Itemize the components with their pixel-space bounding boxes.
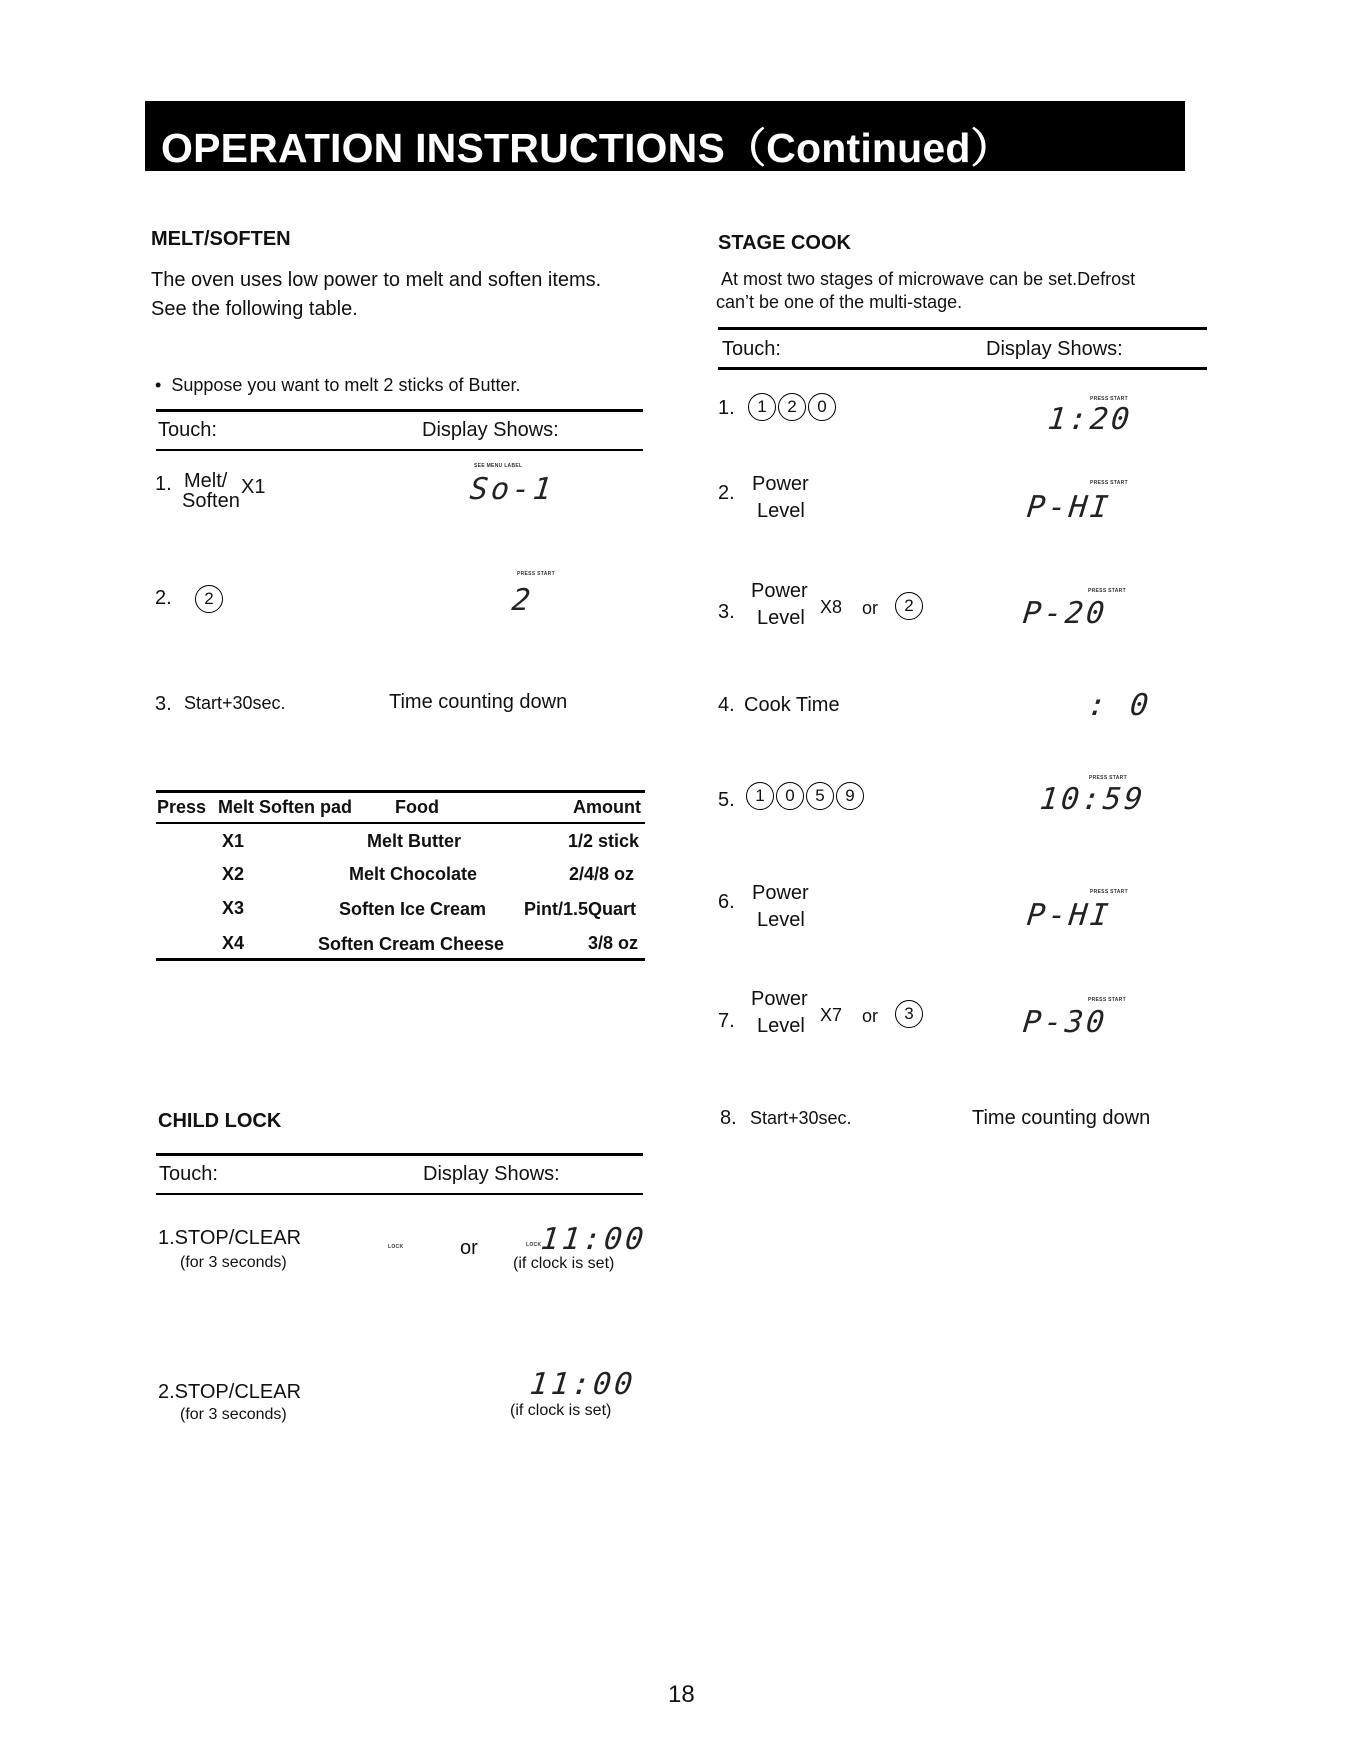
number-key-2: 2 bbox=[778, 393, 806, 421]
child-lock-step1-display: 11:00 bbox=[539, 1222, 649, 1257]
melt-step1-mult: X1 bbox=[241, 476, 266, 498]
number-key-5: 5 bbox=[806, 782, 834, 810]
lock-indicator-2: LOCK bbox=[526, 1242, 542, 1248]
melt-table-rule-top bbox=[156, 790, 645, 793]
power-level-key-bottom: Level bbox=[757, 909, 805, 931]
stage-step4-num: 4. bbox=[718, 694, 735, 716]
stage-step6-display: P-HI bbox=[1025, 898, 1114, 933]
melt-table-rule-bottom bbox=[156, 958, 645, 961]
stage-step8-key: Start+30sec. bbox=[750, 1108, 852, 1128]
stage-step1-display: 1:20 bbox=[1046, 402, 1135, 437]
melt-step1-display: So-1 bbox=[468, 472, 557, 507]
number-key-1: 1 bbox=[748, 393, 776, 421]
melt-soften-key-top: Melt/ bbox=[184, 470, 228, 492]
press-start-indicator: PRESS START bbox=[1089, 775, 1127, 781]
melt-step2-display: 2 bbox=[510, 583, 535, 618]
number-key-9: 9 bbox=[836, 782, 864, 810]
power-level-key-top: Power bbox=[751, 580, 808, 602]
melt-bullet bbox=[155, 375, 521, 396]
child-lock-step2-display: 11:00 bbox=[528, 1367, 638, 1402]
child-lock-or: or bbox=[460, 1237, 478, 1259]
number-key-0: 0 bbox=[808, 393, 836, 421]
lock-indicator: LOCK bbox=[388, 1244, 404, 1250]
number-key-2: 2 bbox=[895, 592, 925, 620]
table-row-4-press: X4 bbox=[222, 933, 245, 953]
header-banner bbox=[145, 101, 1185, 171]
table-header-press: Press bbox=[157, 797, 207, 817]
power-level-key-bottom: Level bbox=[757, 1015, 805, 1037]
stage-step2-num: 2. bbox=[718, 482, 735, 504]
press-start-indicator: PRESS START bbox=[1090, 889, 1128, 895]
stage-rule-top bbox=[718, 327, 1207, 330]
melt-rule-top bbox=[156, 409, 643, 412]
press-start-indicator: PRESS START bbox=[1088, 588, 1126, 594]
stage-step3-mult: X8 bbox=[820, 597, 843, 617]
child-lock-step2-note: (if clock is set) bbox=[510, 1402, 612, 1419]
stage-step7-or: or bbox=[862, 1006, 879, 1026]
melt-step1-num: 1. bbox=[155, 473, 172, 495]
child-lock-rule-bottom bbox=[156, 1193, 643, 1195]
page-number: 18 bbox=[668, 1681, 695, 1708]
press-start-indicator: PRESS START bbox=[1090, 480, 1128, 486]
stage-intro-1: At most two stages of microwave can be set.Defrost bbox=[721, 269, 1136, 289]
table-row-1-amount: 1/2 stick bbox=[568, 831, 640, 851]
table-row-3-food: Soften Ice Cream bbox=[339, 899, 487, 919]
table-header-amount: Amount bbox=[573, 797, 641, 817]
stage-step4-key: Cook Time bbox=[744, 694, 840, 716]
stage-step8-num: 8. bbox=[720, 1107, 737, 1129]
melt-step2-num: 2. bbox=[155, 587, 172, 609]
child-lock-step2-key: 2.STOP/CLEAR bbox=[158, 1381, 302, 1403]
table-row-1-food: Melt Butter bbox=[367, 831, 461, 851]
table-header-pad: Melt Soften pad bbox=[218, 797, 352, 817]
stage-step6-num: 6. bbox=[718, 891, 735, 913]
stage-step5-display: 10:59 bbox=[1038, 782, 1148, 817]
power-level-key-top: Power bbox=[752, 473, 809, 495]
stage-rule-bottom bbox=[718, 367, 1207, 370]
melt-step3-display: Time counting down bbox=[389, 691, 568, 713]
table-row-3-amount: Pint/1.5Quart bbox=[524, 899, 637, 919]
stage-step3-num: 3. bbox=[718, 601, 735, 623]
bullet-dot: • bbox=[155, 375, 172, 395]
melt-intro-2: See the following table. bbox=[151, 298, 358, 320]
stage-step7-display: P-30 bbox=[1021, 1005, 1110, 1040]
stage-touch-label: Touch: bbox=[722, 338, 781, 360]
melt-soften-key-bottom: Soften bbox=[182, 490, 240, 512]
table-row-4-amount: 3/8 oz bbox=[588, 933, 639, 953]
table-row-3-press: X3 bbox=[222, 898, 245, 918]
child-lock-step1-key: 1.STOP/CLEAR bbox=[158, 1227, 302, 1249]
page-title: OPERATION INSTRUCTIONS（Continued） bbox=[161, 125, 1012, 171]
child-lock-rule-top bbox=[156, 1153, 643, 1156]
stage-step3-display: P-20 bbox=[1021, 596, 1110, 631]
power-level-key-bottom: Level bbox=[757, 607, 805, 629]
number-key-2: 2 bbox=[195, 585, 225, 613]
melt-table-rule-header bbox=[156, 822, 645, 824]
stage-step8-display: Time counting down bbox=[972, 1107, 1151, 1129]
table-row-2-food: Melt Chocolate bbox=[349, 864, 478, 884]
child-lock-step2-sub: (for 3 seconds) bbox=[180, 1406, 287, 1423]
melt-display-label: Display Shows: bbox=[422, 419, 559, 441]
stage-step5-num: 5. bbox=[718, 789, 735, 811]
press-start-indicator: PRESS START bbox=[517, 571, 555, 577]
melt-touch-label: Touch: bbox=[158, 419, 217, 441]
stage-step1-num: 1. bbox=[718, 397, 735, 419]
press-start-indicator: PRESS START bbox=[1090, 396, 1128, 402]
stage-cook-heading: STAGE COOK bbox=[718, 232, 851, 254]
melt-step3-key: Start+30sec. bbox=[184, 693, 286, 713]
melt-intro-1: The oven uses low power to melt and soften items. bbox=[151, 269, 602, 291]
see-menu-label-indicator: SEE MENU LABEL bbox=[474, 463, 523, 469]
stage-step3-or: or bbox=[862, 598, 879, 618]
melt-bullet-text: Suppose you want to melt 2 sticks of Butter. bbox=[171, 375, 521, 395]
stage-step7-mult: X7 bbox=[820, 1005, 843, 1025]
table-row-2-press: X2 bbox=[222, 864, 245, 884]
table-row-4-food: Soften Cream Cheese bbox=[318, 934, 505, 954]
child-lock-heading: CHILD LOCK bbox=[158, 1110, 282, 1132]
stage-step5-keys bbox=[746, 782, 866, 810]
child-lock-step1-sub: (for 3 seconds) bbox=[180, 1254, 287, 1271]
melt-rule-bottom bbox=[156, 449, 643, 451]
stage-step1-keys bbox=[748, 393, 838, 421]
melt-step3-num: 3. bbox=[155, 693, 172, 715]
child-lock-step1-note: (if clock is set) bbox=[513, 1255, 615, 1272]
number-key-1: 1 bbox=[746, 782, 774, 810]
table-row-2-amount: 2/4/8 oz bbox=[569, 864, 635, 884]
table-header-food: Food bbox=[395, 797, 439, 817]
stage-step7-num: 7. bbox=[718, 1010, 735, 1032]
stage-display-label: Display Shows: bbox=[986, 338, 1123, 360]
power-level-key-top: Power bbox=[752, 882, 809, 904]
stage-step4-display: : 0 bbox=[1086, 688, 1154, 723]
table-row-1-press: X1 bbox=[222, 831, 245, 851]
number-key-3: 3 bbox=[895, 1000, 925, 1028]
press-start-indicator: PRESS START bbox=[1088, 997, 1126, 1003]
stage-intro-2: can’t be one of the multi-stage. bbox=[716, 292, 963, 312]
power-level-key-bottom: Level bbox=[757, 500, 805, 522]
number-key-0: 0 bbox=[776, 782, 804, 810]
power-level-key-top: Power bbox=[751, 988, 808, 1010]
melt-heading: MELT/SOFTEN bbox=[151, 228, 291, 250]
child-lock-display-label: Display Shows: bbox=[423, 1163, 560, 1185]
child-lock-touch-label: Touch: bbox=[159, 1163, 218, 1185]
stage-step2-display: P-HI bbox=[1025, 490, 1114, 525]
